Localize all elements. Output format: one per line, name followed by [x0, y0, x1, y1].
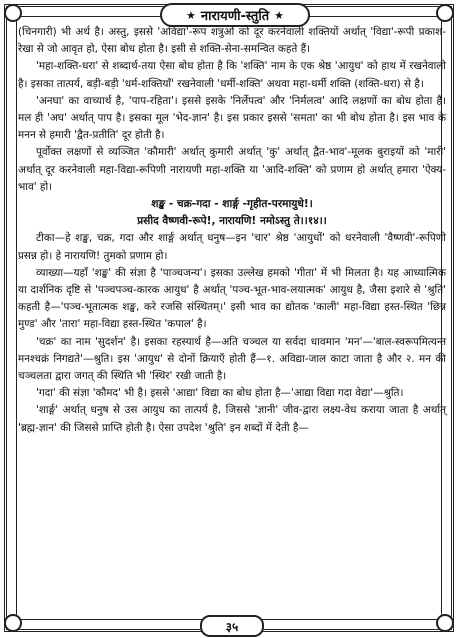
corner-ornament [436, 614, 454, 632]
star-icon: ★ [274, 8, 284, 22]
paragraph: 'अनघा' का वाच्यार्थ है, 'पाप-रहिता'। इससे इसके 'निर्लेपत्व' और 'निर्मलत्व' आदि लक्षणों का बोध होता है। मल ही 'अघ' अर्थात् पाप है। इसका मूल 'भेद-ज्ञान' है। इस प्रकार इससे 'समता' का भी बोध होता है। इस भाव के मनन से हमारी 'द्वैत-प्रतीति' दूर होती है। [18, 94, 446, 142]
star-icon: ★ [186, 8, 196, 22]
corner-ornament [4, 614, 22, 632]
paragraph: 'गदा' की संज्ञा 'कौमद' भी है। इससे 'आद्या' विद्या का बोध होता है—'आद्या विद्या गदा वेद्या'—श्रुति। [36, 387, 404, 400]
paragraph: पूर्वोक्त लक्षणों से व्यञ्जित 'कौमारी' अर्थात् कुमारी अर्थात् 'कु' अर्थात् द्वैत-भाव'-मूलक बुराइयों को 'मारी' अर्थात् दूर करनेवाली महा-विद्या-रूपिणी नारायणी महा-शक्ति या 'आदि-शक्ति' को प्रणाम हो अर्थात् हमारा 'ऐक्य-भाव' हो। [18, 146, 446, 193]
paragraph: व्याख्या—यहाँ 'शङ्ख' की संज्ञा है 'पाञ्चजन्य'। इसका उल्लेख हमको 'गीता' में भी मिलता है। यह आध्यात्मिक या दार्शनिक दृष्टि से 'पञ्चपञ्च-कारक आयुध' है अर्थात् 'पञ्च-भूत-भाव-लयात्मक' आयुध है, जैसा इशारे से 'श्रुति' कहती है—'पञ्च-भूतात्मक शङ्ख, करे रजसि संस्थितम्।' इसी भाव का द्योतक 'काली' महा-विद्या हस्त-स्थित 'छिन्न मुण्ड' और 'तारा' महा-विद्या हस्त-स्थित 'कपाल' है। [18, 266, 446, 331]
verse-line-1: शङ्ख - चक्र-गदा - शार्ङ्ग -गृहीत-परमायुधे!। [151, 198, 313, 211]
page-number: ३५ [200, 615, 264, 637]
paragraph: 'महा-शक्ति-धरा' से शब्दार्थ-तया ऐसा बोध होता है कि 'शक्ति' नाम के एक श्रेष्ठ 'आयुध' को हाथ में रखनेवाली है। इसका तात्पर्य, बड़ी-बड़ी 'धर्म-शक्तियाँ' रखनेवाली 'धर्मी-शक्ति' अथवा महा-धर्मी शक्ति (शक्ति-धरा) से है। [18, 60, 446, 90]
page-content [18, 24, 446, 614]
paragraph: 'शार्ङ्ग' अर्थात् धनुष से उस आयुध का तात्पर्य है, जिससे 'ज्ञानी' जीव-द्वारा लक्ष्य-वेध कराया जाता है अर्थात् 'ब्रह्म-ज्ञान' की जिससे प्राप्ति होती है। ऐसा उपदेश 'श्रुति' इन शब्दों में देती है— [18, 404, 446, 434]
paragraph: टीका—हे शङ्ख, चक्र, गदा और शार्ङ्ग अर्थात् धनुष—इन 'चार' श्रेष्ठ 'आयुधों' को धरनेवाली 'वैष्णवी'-रूपिणी प्रसन्न हो। हे नारायणि! तुमको प्रणाम हो। [18, 232, 446, 262]
paragraph: (चिनगारी) भी अर्थ है। अस्तु, इससे 'अविद्या'-रूप शत्रुओं को दूर करनेवाली शक्तियों अर्थात् 'विद्या'-रूपी प्रकाश-रेखा से जो आवृत हो, ऐसा बोध होता है। इसी से शक्ति-सेना-समन्वित कहते हैं। [18, 26, 446, 56]
paragraph: 'चक्र' का नाम 'सुदर्शन' है। इसका रहस्यार्थ है—अति चञ्चल या सर्वदा धावमान 'मन'—'बाल-स्वरूपमित्यन्त मनश्चक्रं निगद्यते'—श्रुति। इस 'आयुध' से दोनों क्रियाएँ होती हैं—१. अविद्या-जाल काटा जाता है और २. मन की चञ्चलता द्वारा जगत् की स्थिति भी 'स्थिर' रखी जाती है। [18, 335, 446, 383]
corner-ornament [4, 4, 22, 22]
corner-ornament [436, 4, 454, 22]
page-title: नारायणी-स्तुति [200, 9, 270, 24]
verse-line-2: प्रसीद वैष्णवी-रूपे!, नारायणि! नमोऽस्तु ते।।१४।। [137, 215, 327, 228]
